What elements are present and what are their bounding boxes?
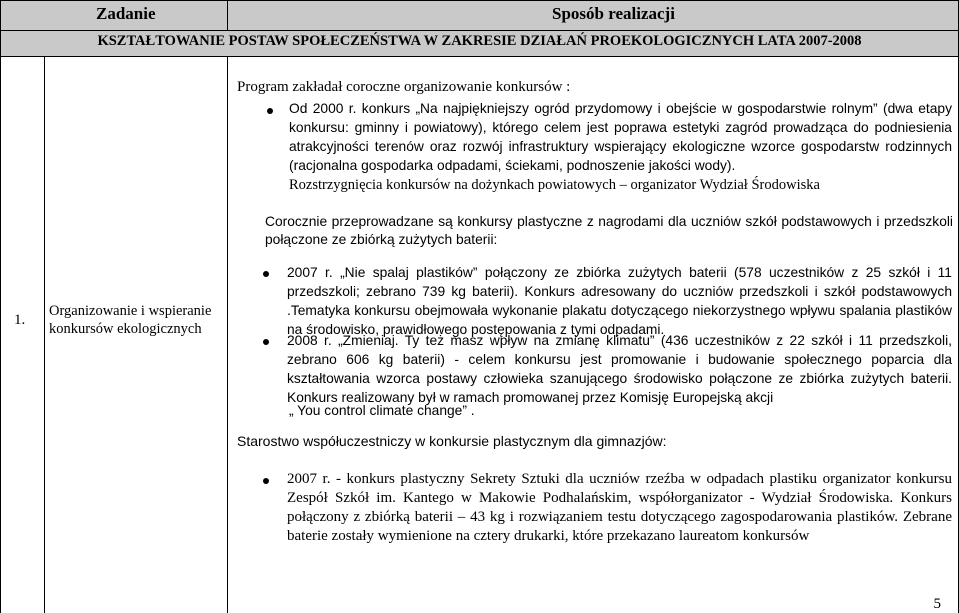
page-number: 5 — [933, 596, 941, 612]
section2-intro: Corocznie przeprowadzane są konkursy plastyczne z nagrodami dla uczniów szkół podstawowych i przedszkoli połączone ze zbiórką zużytych baterii: — [265, 214, 953, 247]
section1-settlement: Rozstrzygnięcia konkursów na dożynkach powiatowych – organizator Wydział Środowiska — [289, 177, 820, 193]
task-column-divider — [227, 56, 228, 613]
section3-bullet: 2007 r. - konkurs plastyczny Sekrety Sztuki dla uczniów rzeźba w odpadach plastiku organizator konkursu Zespół Szkół im. Kantego w Makowie Podhalańskim, współorganizator - Wydział Środowiska. Konkurs połączony z zbiórką baterii – 43 kg i rozwiązaniem testu dotyczącego zagospodarowania plastików. Zebrane baterie zostały wymienione na cztery drukarki, które przekazano laureatom konkursów — [287, 471, 952, 544]
section2-campaign-quote: „ You control climate change” . — [289, 403, 475, 418]
section1-bullet: Od 2000 r. konkurs „Na najpiękniejszy ogród przydomowy i obejście w gospodarstwie rolnym” (dwa etapy konkursu: gminny i powiatowy), którego celem jest poprawa estetyki zagród prowadząca do podniesienia atrakcyjności terenów oraz rozwój infrastruktury wspierający ekologiczne wzorce gospodarstw rodzinnych (racjonalna gospodarka odpadami, ściekami, podnoszenie jakości wody). — [289, 101, 952, 173]
header-divider — [0, 30, 959, 31]
bullet-icon — [263, 478, 269, 484]
bullet-icon — [267, 108, 273, 114]
table-subtitle: KSZTAŁTOWANIE POSTAW SPOŁECZEŃSTWA W ZAKRESIE DZIAŁAŃ PROEKOLOGICZNYCH LATA 2007-2008 — [97, 33, 862, 49]
section2-bullet-2008: 2008 r. „Zmieniaj. Ty też masz wpływ na zmianę klimatu” (436 uczestników z 22 szkół i 11 przedszkoli, zebrano 606 kg baterii) - celem konkursu jest promowanie i budowanie społecznego poparcia dla kształtowania wzorca postawy człowieka szanującego środowisko połączone ze zbiórka zużytych baterii. Konkurs realizowany był w ramach promowanej przez Komisję Europejską akcji — [287, 333, 952, 405]
bullet-icon — [263, 339, 269, 345]
section1-intro: Program zakładał coroczne organizowanie konkursów : — [237, 79, 571, 95]
task-description: Organizowanie i wspieranie konkursów ekologicznych — [49, 303, 212, 337]
header-bottom-border — [0, 56, 959, 57]
column-title-method: Sposób realizacji — [552, 4, 675, 23]
number-column-divider — [44, 56, 45, 613]
table-border-left — [0, 0, 1, 613]
section3-intro: Starostwo współuczestniczy w konkursie plastycznym dla gimnazjów: — [237, 433, 667, 449]
table-border-top — [0, 0, 959, 1]
header-column-divider — [227, 0, 228, 30]
row-number: 1. — [14, 312, 26, 328]
bullet-icon — [263, 271, 269, 277]
column-title-task: Zadanie — [96, 4, 156, 23]
section2-bullet-2007: 2007 r. „Nie spalaj plastików” połączony ze zbiórka zużytych baterii (578 uczestników z 25 szkół i 11 przedszkoli; zebrano 739 kg baterii). Konkurs adresowany do uczniów przedszkoli i szkół podstawowych .Tematyka konkursu obejmowała wykonanie plakatu dotyczącego niekorzystnego wpływu spalania plastików na środowisko, prawidłowego postępowania z tymi odpadami. — [287, 265, 952, 337]
